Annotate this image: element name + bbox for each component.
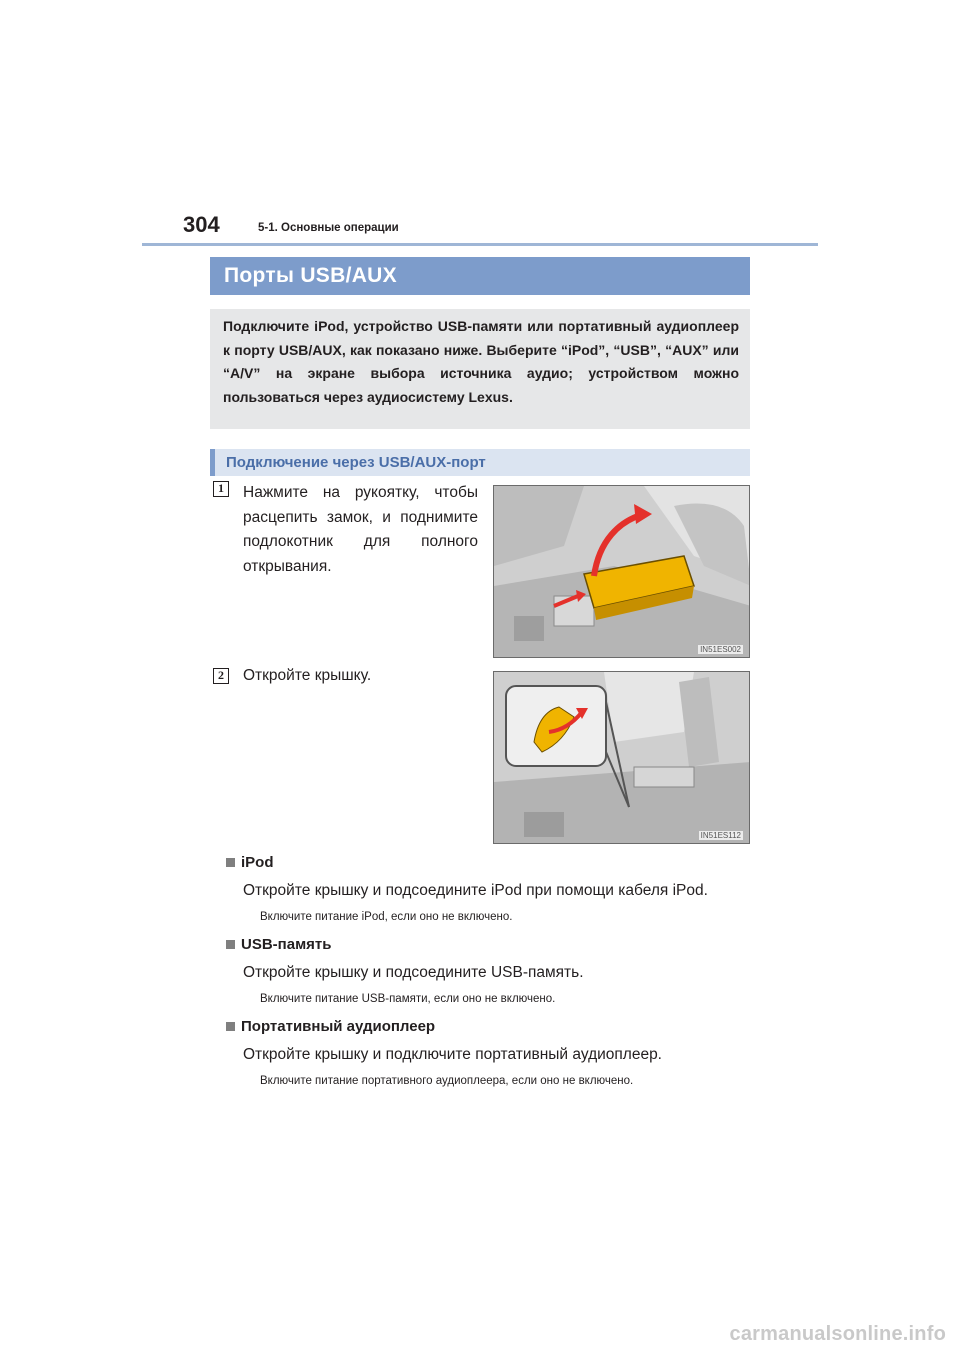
image-code-2: IN51ES112 [700,831,741,840]
item-text: Откройте крышку и подсоедините iPod при помощи кабеля iPod. [243,882,708,899]
title-banner [210,257,750,295]
header-rule [142,243,818,246]
item-heading [226,936,584,953]
step-2-badge: 2 [213,668,229,684]
armrest-illustration [493,485,750,658]
page-number: 304 [183,212,220,237]
item-usb-memory [226,936,584,1005]
square-bullet-icon [226,1022,235,1031]
step-1-badge: 1 [213,481,229,497]
square-bullet-icon [226,858,235,867]
item-portable-player [226,1018,662,1087]
armrest-drawing [494,486,750,658]
console-drawing [494,672,750,844]
item-text: Откройте крышку и подключите портативный аудиоплеер. [243,1046,662,1063]
item-note: Включите питание USB-памяти, если оно не включено. [260,993,556,1005]
watermark: carmanualsonline.info [729,1323,946,1345]
step-1-text: Нажмите на рукоятку, чтобы расцепить замок, и поднимите подлокотник для полного открывания. [243,484,478,575]
console-cover-illustration [493,671,750,844]
item-heading-text: Портативный аудиоплеер [241,1018,436,1035]
item-heading-text: USB-память [241,936,332,953]
square-bullet-icon [226,940,235,949]
step-2-text: Откройте крышку. [243,667,372,684]
intro-text: Подключите iPod, устройство USB-памяти или портативный аудиоплеер к порту USB/AUX, как показано ниже. Выберите “iPod”, “USB”, “AUX” или “A/V” на экране выбора источника аудио; устройством можно пользоваться через аудиосистему Lexus. [223,318,739,405]
item-note: Включите питание портативного аудиоплеера, если оно не включено. [260,1075,634,1087]
item-heading [226,1018,662,1035]
section-title: 5-1. Основные операции [258,222,399,234]
image-code-1: IN51ES002 [700,645,741,654]
sub-heading-text: Подключение через USB/AUX-порт [226,454,486,471]
item-heading-text: iPod [241,854,274,871]
item-heading [226,854,708,871]
sub-heading [210,449,750,476]
item-text: Откройте крышку и подсоедините USB-память. [243,964,584,981]
item-note: Включите питание iPod, если оно не включено. [260,911,513,923]
item-ipod [226,854,708,923]
intro-box [210,309,750,429]
page-title: Порты USB/AUX [224,264,397,287]
